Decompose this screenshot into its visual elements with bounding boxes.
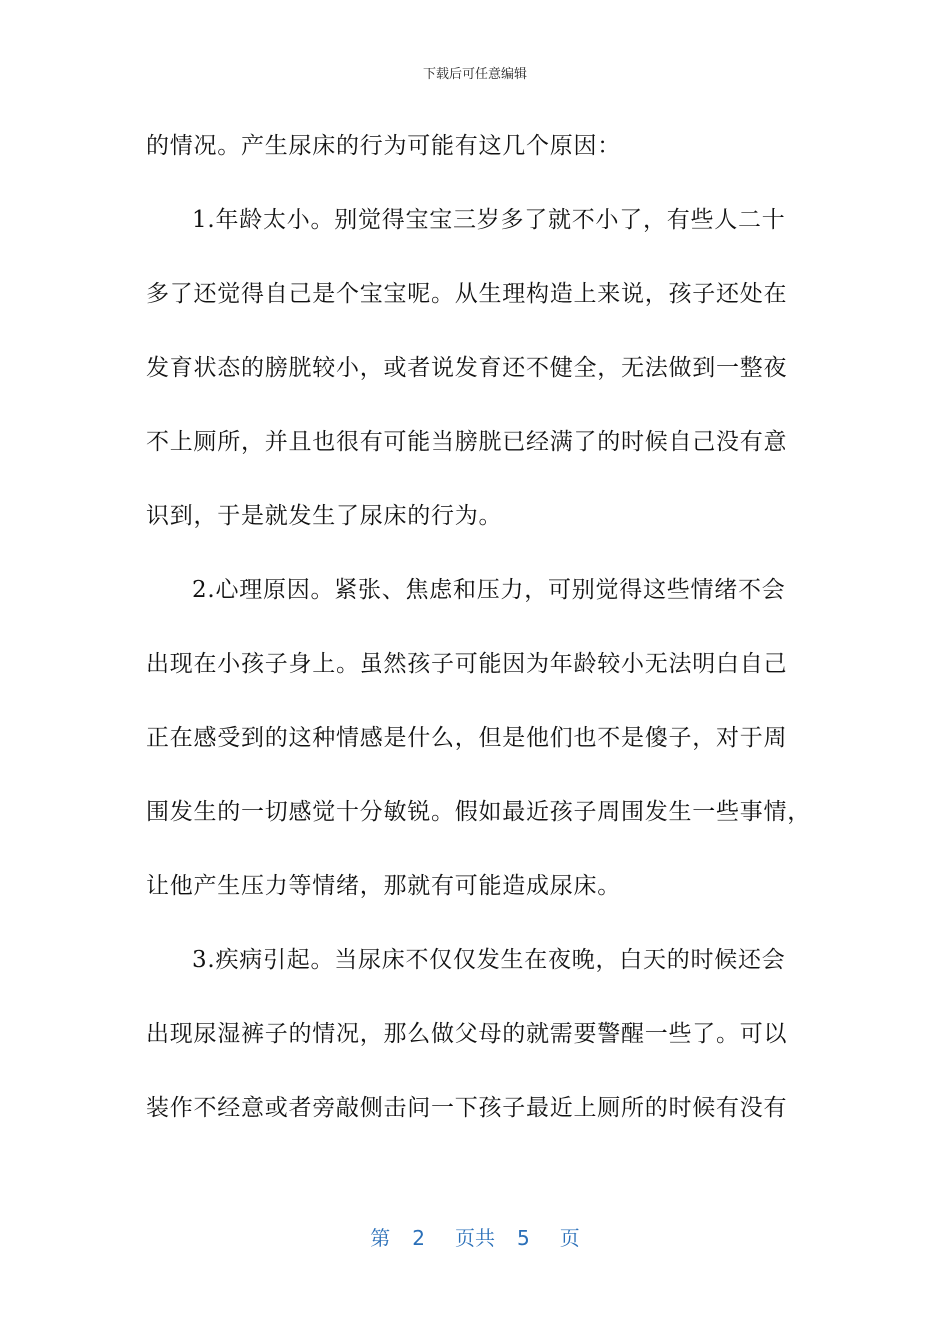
total-pages-number: 5 — [517, 1226, 530, 1250]
page-number-footer — [0, 1224, 950, 1252]
page-prefix: 第 — [370, 1226, 391, 1250]
text-line-13: 出现尿湿裤子的情况，那么做父母的就需要警醒一些了。可以 — [146, 1021, 788, 1047]
text-line-5: 不上厕所，并且也很有可能当膀胱已经满了的时候自己没有意 — [146, 429, 788, 455]
text-line-4: 发育状态的膀胱较小，或者说发育还不健全，无法做到一整夜 — [146, 355, 788, 381]
text-line-6: 识到，于是就发生了尿床的行为。 — [146, 503, 503, 529]
text-line-3: 多了还觉得自己是个宝宝呢。从生理构造上来说，孩子还处在 — [146, 281, 788, 307]
text-line-14: 装作不经意或者旁敲侧击问一下孩子最近上厕所的时候有没有 — [146, 1095, 788, 1121]
text-line-12: 3.疾病引起。当尿床不仅仅发生在夜晚，白天的时候还会 — [192, 947, 786, 973]
text-line-7: 2.心理原因。紧张、焦虑和压力，可别觉得这些情绪不会 — [192, 577, 786, 603]
page-suffix: 页 — [559, 1226, 580, 1250]
current-page-number: 2 — [412, 1226, 425, 1250]
page-middle-text: 页共 — [455, 1226, 495, 1250]
text-line-10: 围发生的一切感觉十分敏锐。假如最近孩子周围发生一些事情， — [146, 799, 811, 825]
text-line-2: 1.年龄太小。别觉得宝宝三岁多了就不小了，有些人二十 — [192, 207, 786, 233]
text-line-11: 让他产生压力等情绪，那就有可能造成尿床。 — [146, 873, 621, 899]
text-line-1: 的情况。产生尿床的行为可能有这几个原因： — [146, 133, 621, 159]
text-line-8: 出现在小孩子身上。虽然孩子可能因为年龄较小无法明白自己 — [146, 651, 788, 677]
header-note: 下载后可任意编辑 — [422, 67, 527, 82]
text-line-9: 正在感受到的这种情感是什么，但是他们也不是傻子，对于周 — [146, 725, 788, 751]
document-body — [146, 120, 811, 1156]
